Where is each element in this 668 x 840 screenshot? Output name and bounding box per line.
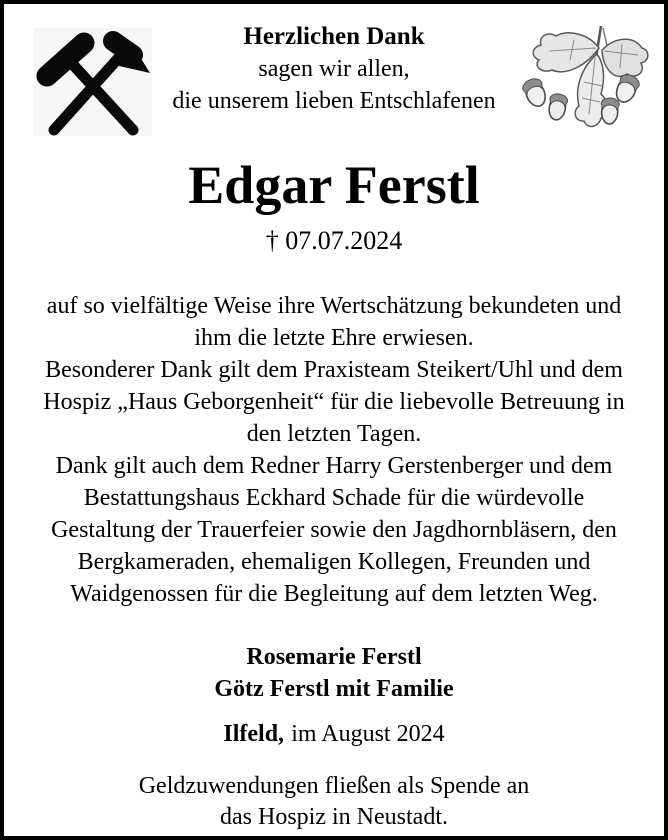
donation-line: das Hospiz in Neustadt. [220, 804, 448, 830]
donation-line: Geldzuwendungen fließen als Spende an [138, 773, 530, 799]
signature-line: Rosemarie Ferstl [246, 644, 422, 670]
acknowledgement-text [4, 290, 664, 610]
donation-note [4, 771, 664, 833]
acknowledgement-line: auf so vielfältige Weise ihre Wertschätzung bekundeten und [46, 293, 622, 319]
acknowledgement-line: Besonderer Dank gilt dem Praxisteam Steikert/Uhl und dem [45, 357, 623, 383]
acknowledgement-line: Bestattungshaus Eckhard Schade für die würdevolle [83, 485, 585, 511]
acknowledgement-line: Bergkameraden, ehemaligen Kollegen, Freunden und [77, 549, 591, 575]
header-block [4, 21, 664, 117]
acknowledgement-line: Waidgenossen für die Begleitung auf dem letzten Weg. [70, 581, 598, 607]
thanks-title: Herzlichen Dank [243, 23, 425, 50]
acknowledgement-line: Gestaltung der Trauerfeier sowie den Jagdhornbläsern, den [51, 517, 617, 543]
acknowledgement-line: Dank gilt auch dem Redner Harry Gerstenberger und dem [55, 453, 613, 479]
signatures-block [4, 641, 664, 705]
place-date-line [4, 718, 664, 750]
acknowledgement-line: den letzten Tagen. [246, 421, 422, 447]
death-date: † 07.07.2024 [265, 226, 403, 255]
thanks-line-3: die unserem lieben Entschlafenen [172, 88, 496, 114]
deceased-name: Edgar Ferstl [188, 155, 480, 215]
thanks-line-2: sagen wir allen, [258, 56, 410, 82]
acknowledgement-line: ihm die letzte Ehre erwiesen. [194, 325, 474, 351]
signature-line: Götz Ferstl mit Familie [214, 676, 454, 702]
acknowledgement-line: Hospiz „Haus Geborgenheit“ für die liebevolle Betreuung in [43, 389, 625, 415]
place-name: Ilfeld, [223, 721, 285, 747]
date-text: im August 2024 [291, 721, 445, 747]
